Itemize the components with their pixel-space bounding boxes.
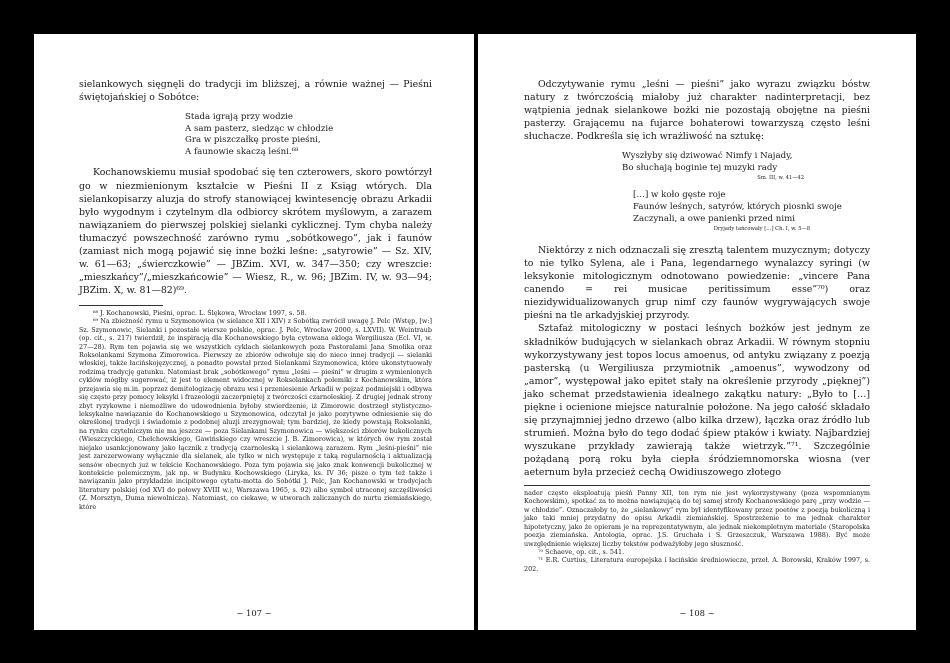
verse-line: A sam pasterz, siedząc w chłodzie (185, 123, 334, 134)
verse-line: Wyszłyby się dziwować Nimfy i Najady, (622, 151, 793, 162)
verse-line: Zaczynali, a owe panienki przed nimi (633, 213, 795, 224)
footnote-continued: nader często eksploatują pieśń Panny XII, ten rym nie jest wykorzystywany (poza wspomnianym Kochowskim), spotkać za to można nawiązującą do tej samej strofy Kochanowskiego parę „przy wodzie — w chłodzie”. Oznaczałoby to, że „sielankowy” rym był identyfikowany przez poetów z poezją bukoliczną i jako taki mniej przydatny do opisu Arkadii ziemiańskiej. Spostrzeżenie to ma jednak charakter hipotetyczny, jako że opieram je na reprezentatywnym, ale jednak niekompletnym materiale (Staropolska poezja ziemiańska. Antologia, oprac. J.S. Gruchała i S. Grzeszczuk, Warszawa 1988). Być może uwzględnienie większej liczby tekstów podważyłoby jego słuszność. (524, 489, 870, 548)
footnote-71: ⁷¹ E.R. Curtius, Literatura europejska i łacińskie średniowiecze, przeł. A. Borowski, Kraków 1997, s. 202. (524, 556, 870, 573)
verse-line: […] w koło gęste roje (633, 190, 726, 201)
verse-line: A faunowie skaczą leśni.⁶⁸ (185, 146, 299, 157)
main-paragraph: Kochanowskiemu musiał spodobać się ten czterowers, skoro powtórzył go w niezmienionym kształcie w Pieśni II z Ksiąg wtórych. Dla sielankopisarzy aluzja do strofy stanowiącej kwintesencję obrazu Arkadii było wygodnym i czytelnym dla odbiorcy skrótem myślowym, a zarazem nawiązaniem do pierwszej polskiej sielanki cyklicznej. Tym chyba należy tłumaczyć powszechność zarówno rymu „sobótkowego”, jak i faunów (zamiast nich mogą pojawić się inne bożki leśne: „satyrowie” — Sz. XIV, w. 61—63; „świerczkowie” — JBZim. XVI, w. 347—350; czy wreszcie: „mieszkańcy”/„mieszkańcowie” — Wiesz, R., w. 96; JBZim. IV, w. 93—94; JBZim. X, w. 81—82)⁶⁹. (79, 167, 432, 296)
verse-line: Stada igrają przy wodzie (185, 112, 293, 123)
footnote-70: ⁷⁰ Schaeve, op. cit., s. 541. (538, 548, 625, 556)
verse-line: Gra w piszczałkę proste pieśni, (185, 135, 321, 146)
intro-paragraph: sielankowych sięgnęli do tradycji im bliższej, a równie ważnej — Pieśni świętojańskiej o Sobótce: (79, 79, 432, 104)
verse-line: Bo słuchają boginie tej muzyki rady (622, 162, 778, 173)
verse-source-1: Sm. III, w. 41—42 (757, 175, 804, 182)
paragraph-1: Odczytywanie rymu „leśni — pieśni” jako wyrazu związku bóstw natury z twórczością miałoby już charakter nadinterpretacji, bez wątpienia jednak sielankowe bożki nie pozostają obojętne na pieśni pasterzy. Grającemu na fujarce bohaterowi towarzyszą często leśni słuchacze. Podkreśla się ich wrażliwość na sztukę: (524, 79, 870, 143)
verse-source-2: Dryjady tańcowały […] Ch. I, w. 5—8 (713, 226, 810, 233)
page-number: ~ 107 ~ (236, 608, 272, 618)
left-page (34, 34, 474, 630)
right-page-content (524, 78, 870, 573)
verse-quote (185, 112, 432, 158)
footnote-separator (79, 305, 163, 306)
paragraph-2: Niektórzy z nich odznaczali się zresztą talentem muzycznym; dotyczy to nie tylko Sylena, ale i Pana, legendarnego wynalazcy syringi (w leksykonie mitologicznym odnotowano powiedzenie: „vincere Pana canendo = rei musicae peritissimum esse”⁷⁰) oraz niezidywidualizowanych grup nimf czy faunów wygrywających swoje pieśni na tle arkadyjskiej przyrody. (524, 245, 870, 322)
footnote-69: ⁶⁹ Na zbieżność rymu u Szymonowica (w sielance XII i XIV) z Sobótką zwrócił uwagę J. Pelc (Wstęp, [w:] Sz. Szymonowic, Sielanki i pozostałe wiersze polskie, oprac. J. Pelc, Wrocław 2000, s. LXVII). W. Weintraub (op. cit., s. 217) twierdził, że inspiracją dla Kochanowskiego była cytowana ekloga Wergiliusza (Ecl. VI, w. 27—28). Rym ten pojawia się we wszystkich cyklach sielankowych poza Pastoralami Jana Smolika oraz Roksolankami Szymona Zimorowica. Pierwszy ze zbiorów odwołuje się do nieco innej tradycji — sielanki włoskiej, także łacińskojęzycznej, a ponadto powstał przed Sielankami Szymonowica, które ukonstytuowały rodzimą tradycję gatunku. Natomiast brak „sobótkowego” rymu „leśni — pieśni” w drugim z wymienionych cyklów mógłby sugerować, iż jest to element widocznej w Roksolankach polemiki z Kochanowskim, która przejawia się m.in. poprzez demitologizację obrazu wsi i przeniesienie Arkadii w pejzaż podmiejski i odbywa się często przy pomocy leksyki i frazeologii zaczerpniętej z twórczości czarnoleskiej. Z drugiej jednak strony zbyt ryzykowne i niemożliwe do udowodnienia byłoby stwierdzenie, iż Zimorowic dostrzegł stylistyczno-leksykalne nawiązanie do Kochanowskiego u Szymonowica, odczytał je jako pozytywne odniesienie się do określonej tradycji i świadomie z podobnej aluzji zrezygnował; tym bardziej, że kiedy powstają Roksolanki, na rynku czytelniczym nie ma jeszcze — poza Sielankami Szymonowica — większości zbiorów bukolicznych (Wieszczyckiego, Chełchowskiego, Gawińskiego czy wreszcie J. B. Zimorowica), w których ów rym został niejako usankcjonowany jako łącznik z tradycją czarnoleską i sielankową zarazem. Rym „leśni-pieśni” nie jest zarezerwowany wyłącznie dla sielanek, ale tylko w nich występuje z taką regularnością i aktualizacją sensów obecnych już w tekście Kochanowskiego. Poza tym pojawia się jako znak konwencji bukolicznej w kontekście polemicznym, jak np. w Budynku Kochowskiego (Liryka, ks. IV 36; pisze o tym też także i nawiązaniu jako przykładzie incipitowego cytatu-motta do Sobótki J. Pelc, Jan Kochanowski w tradycjach literatury polskiej (od XVI do połowy XVIII w.), Warszawa 1965, s. 92) albo symbol utraconej szczęśliwości (Z. Morsztyn, Duma niewolnicza). Natomiast, co ciekawe, w utworach zaliczanych do nurtu ziemiańskiego, które (79, 317, 432, 511)
left-page-content (79, 78, 432, 511)
verse-line: Faunów leśnych, satyrów, których piosnki swoje (633, 202, 842, 213)
right-page (478, 34, 916, 630)
verse-quote-2 (633, 190, 870, 225)
footnote-68: ⁶⁸ J. Kochanowski, Pieśni, oprac. L. Ślękowa, Wrocław 1997, s. 58. (93, 308, 307, 317)
verse-quote-1 (622, 151, 870, 174)
page-number: ~ 108 ~ (679, 608, 715, 618)
paragraph-3: Sztafaż mitologiczny w postaci leśnych bożków jest jednym ze składników budujących w sielankach obraz Arkadii. W równym stopniu wykorzystywany jest topos locus amoenus, od antyku związany z poezją pasterską (u Wergiliusza przymiotnik „amoenus”, wywodzony od „amor”, występował jako epitet stały na określenie przyrody „pięknej”) jako schemat przedstawienia idealnego zakątku natury: „Było to […] piękne i ocienione miejsce naturalnie położone. Na jego całość składało się przynajmniej jedno drzewo (albo kilka drzew), łączka oraz źródło lub strumień. Można było do tego dodać śpiew ptaków i kwiaty. Najbardziej wyszukane przykłady zawierają także wietrzyk.”⁷¹. Szczególnie pożądaną porą roku była ciepła śródziemnomorska wiosna (ver aeternum była przecież cechą Owidiuszowego złotego (524, 323, 870, 478)
footnote-separator (524, 485, 870, 486)
